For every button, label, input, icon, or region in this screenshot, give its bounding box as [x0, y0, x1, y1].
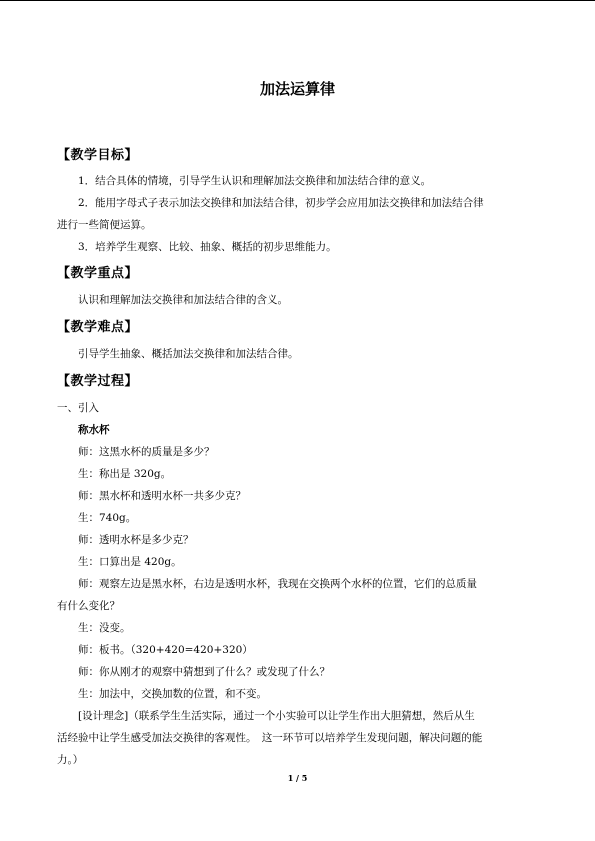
section-heading-focus: 【教学重点】 [57, 266, 139, 281]
design-note-continued: 力。） [57, 754, 84, 766]
header-rule [0, 0, 595, 1]
page-number: 1 / 5 [287, 773, 308, 783]
goal-item: 3．培养学生观察、比较、抽象、概括的初步思维能力。 [78, 241, 337, 253]
dialogue-line: 师：透明水杯是多少克？ [78, 534, 194, 546]
process-intro: 一、引入 [57, 402, 99, 414]
section-heading-goals: 【教学目标】 [57, 148, 139, 163]
dialogue-line-continued: 有什么变化？ [57, 600, 120, 612]
document-title: 加法运算律 [259, 80, 335, 98]
dialogue-line: 生：口算出是 420g。 [78, 556, 182, 568]
dialogue-line: 生：称出是 320g。 [78, 468, 172, 480]
dialogue-line: 生：740g。 [78, 512, 137, 524]
design-note: [设计理念]（联系学生生活实际，通过一个小实验可以让学生作出大胆猜想，然后从生 [78, 710, 475, 722]
dialogue-line: 师：观察左边是黑水杯，右边是透明水杯，我现在交换两个水杯的位置，它们的总质量 [78, 578, 477, 590]
dialogue-line: 师：板书。（320+420=420+320） [78, 644, 253, 656]
dialogue-line: 生：加法中，交换加数的位置，和不变。 [78, 688, 267, 700]
process-subtitle: 称水杯 [78, 424, 110, 436]
dialogue-line: 师：黑水杯和透明水杯一共多少克？ [78, 490, 246, 502]
goal-item: 1．结合具体的情境，引导学生认识和理解加法交换律和加法结合律的意义。 [78, 175, 432, 187]
section-heading-difficulty: 【教学难点】 [57, 320, 139, 335]
dialogue-line: 生：没变。 [78, 622, 131, 634]
difficulty-text: 引导学生抽象、概括加法交换律和加法结合律。 [78, 348, 299, 360]
design-note-continued: 活经验中让学生感受加法交换律的客观性。 这一环节可以培养学生发现问题，解决问题的能 [57, 732, 483, 744]
section-heading-process: 【教学过程】 [57, 374, 139, 389]
dialogue-line: 师：这黑水杯的质量是多少？ [78, 446, 215, 458]
focus-text: 认识和理解加法交换律和加法结合律的含义。 [78, 294, 288, 306]
goal-item-continued: 进行一些简便运算。 [57, 219, 152, 231]
dialogue-line: 师：你从刚才的观察中猜想到了什么？或发现了什么？ [78, 666, 330, 678]
goal-item: 2．能用字母式子表示加法交换律和加法结合律，初步学会应用加法交换律和加法结合律 [78, 197, 484, 209]
